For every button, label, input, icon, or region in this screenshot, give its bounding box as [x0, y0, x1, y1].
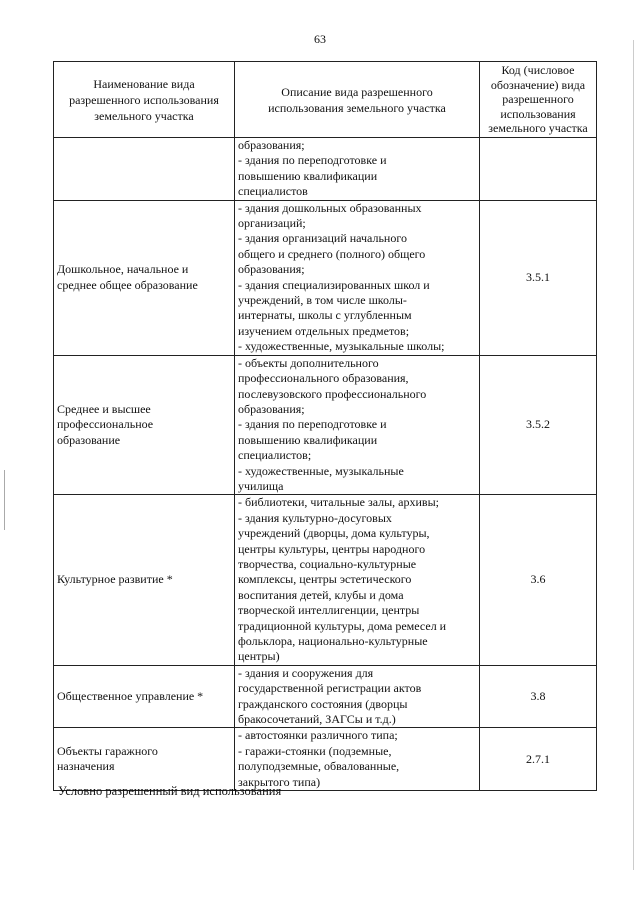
- table-row: [54, 728, 597, 791]
- land-use-table: [53, 61, 597, 791]
- use-description-line: творческой интеллигенции, центры: [238, 603, 420, 618]
- table-row: [54, 495, 597, 665]
- use-description-line: специалистов: [238, 184, 308, 199]
- header-text-line: разрешенного: [502, 92, 574, 107]
- use-description-line: учреждений (дворцы, дома культуры,: [238, 526, 430, 541]
- use-name-line: Культурное развитие *: [57, 572, 173, 587]
- use-description-line: - здания дошкольных образованных: [238, 200, 422, 215]
- use-description-line: государственной регистрации актов: [238, 681, 422, 696]
- use-description-line: образования;: [238, 401, 305, 416]
- use-description-line: - здания по переподготовке и: [238, 417, 387, 432]
- use-name-line: Объекты гаражного: [57, 743, 158, 758]
- use-description-line: профессионального образования,: [238, 371, 409, 386]
- use-name-line: образование: [57, 432, 121, 447]
- use-description-line: повышению квалификации: [238, 432, 378, 447]
- use-description-line: комплексы, центры эстетического: [238, 572, 412, 587]
- use-name-line: Общественное управление *: [57, 688, 204, 703]
- header-text-line: Описание вида разрешенного: [281, 84, 433, 99]
- scan-edge-mark: [4, 470, 5, 530]
- use-description-line: бракосочетаний, ЗАГСы и т.д.): [238, 712, 396, 727]
- use-description-line: творчества, социально-культурные: [238, 556, 417, 571]
- use-description-cell: [235, 728, 480, 791]
- use-description-cell: [235, 665, 480, 728]
- use-code-cell: 3.5.2: [480, 355, 597, 495]
- use-description-line: - здания по переподготовке и: [238, 153, 387, 168]
- use-description-line: - здания культурно-досуговых: [238, 510, 392, 525]
- use-description-line: воспитания детей, клубы и дома: [238, 587, 404, 602]
- use-description-line: - объекты дополнительного: [238, 355, 379, 370]
- use-description-cell: [235, 200, 480, 355]
- use-description-line: училища: [238, 478, 284, 493]
- header-use-description: [235, 62, 480, 138]
- use-name-line: назначения: [57, 759, 115, 774]
- use-description-line: - здания организаций начального: [238, 231, 407, 246]
- use-code-cell: 3.6: [480, 495, 597, 665]
- header-text-line: земельного участка: [488, 121, 588, 136]
- use-code-cell: [480, 138, 597, 201]
- use-description-line: фольклора, национально-культурные: [238, 634, 428, 648]
- use-description-line: полуподземные, обвалованные,: [238, 759, 400, 774]
- header-text-line: Код (числовое: [501, 63, 575, 78]
- use-name-line: среднее общее образование: [57, 277, 198, 292]
- use-description-line: изучением отдельных предметов;: [238, 323, 410, 338]
- use-description-line: - здания специализированных школ и: [238, 277, 430, 292]
- use-description-line: гражданского состояния (дворцы: [238, 696, 408, 711]
- use-name-line: Среднее и высшее: [57, 401, 151, 416]
- table-row: [54, 665, 597, 728]
- table-row: [54, 138, 597, 201]
- use-name-cell: [54, 355, 235, 495]
- use-description-line: интернаты, школы с углубленным: [238, 308, 412, 323]
- use-description-cell: [235, 495, 480, 665]
- table-header-row: [54, 62, 597, 138]
- use-description-line: - художественные, музыкальные школы;: [238, 339, 445, 354]
- use-name-cell: [54, 200, 235, 355]
- header-text-line: земельного участка: [94, 108, 194, 123]
- use-name-line: Дошкольное, начальное и: [57, 262, 189, 277]
- table-row: [54, 355, 597, 495]
- use-description-line: центры): [238, 649, 280, 664]
- page-number: 63: [314, 32, 326, 46]
- use-description-line: образования;: [238, 262, 305, 277]
- use-description-line: - библиотеки, читальные залы, архивы;: [238, 495, 439, 510]
- use-code-cell: 3.5.1: [480, 200, 597, 355]
- use-name-cell: [54, 665, 235, 728]
- use-description-line: учреждений, в том числе школы-: [238, 293, 407, 308]
- use-description-line: организаций;: [238, 216, 306, 231]
- use-description-cell: [235, 138, 480, 201]
- header-text-line: использования земельного участка: [268, 100, 446, 115]
- use-name-cell: [54, 728, 235, 791]
- conditional-use-heading: Условно разрешенный вид использования: [58, 784, 282, 798]
- use-description-line: - здания и сооружения для: [238, 665, 374, 680]
- header-text-line: разрешенного использования: [69, 92, 219, 107]
- use-description-line: - художественные, музыкальные: [238, 463, 404, 478]
- use-name-cell: [54, 138, 235, 201]
- use-description-line: центры культуры, центры народного: [238, 541, 426, 556]
- header-use-code: [480, 62, 597, 138]
- use-description-line: специалистов;: [238, 448, 312, 463]
- use-name-line: профессиональное: [57, 417, 154, 432]
- use-description-line: закрытого типа): [238, 774, 321, 789]
- use-code-cell: 2.7.1: [480, 728, 597, 791]
- use-description-line: общего и среднего (полного) общего: [238, 246, 426, 261]
- scan-edge-mark: [633, 40, 634, 870]
- use-description-line: образования;: [238, 138, 305, 152]
- header-text-line: использования: [500, 106, 576, 121]
- use-description-line: традиционной культуры, дома ремесел и: [238, 618, 447, 633]
- use-description-line: - гаражи-стоянки (подземные,: [238, 743, 392, 758]
- use-description-line: - автостоянки различного типа;: [238, 728, 398, 743]
- header-use-name: [54, 62, 235, 138]
- use-description-line: послевузовского профессионального: [238, 386, 427, 401]
- header-text-line: обозначение) вида: [490, 77, 586, 92]
- header-text-line: Наименование вида: [93, 76, 195, 91]
- use-name-cell: [54, 495, 235, 665]
- use-description-cell: [235, 355, 480, 495]
- use-description-line: повышению квалификации: [238, 168, 378, 183]
- table-row: [54, 200, 597, 355]
- use-code-cell: 3.8: [480, 665, 597, 728]
